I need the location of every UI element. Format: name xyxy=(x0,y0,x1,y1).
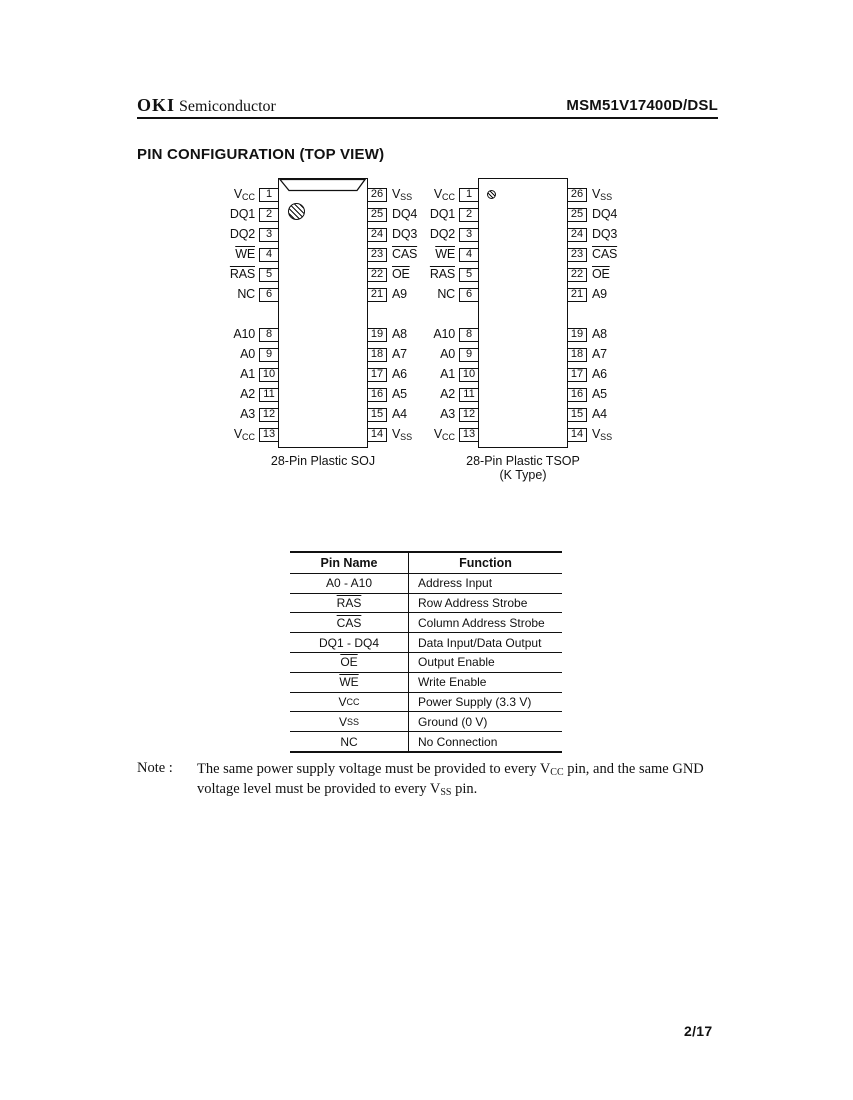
pin-number-box: 22 xyxy=(567,268,587,282)
pin-label: A10 xyxy=(233,327,255,341)
pin-name-cell: V CC xyxy=(290,693,409,712)
pin-label: A3 xyxy=(440,407,455,421)
pin-name-cell: NC xyxy=(290,732,409,751)
pin-number-box: 13 xyxy=(259,428,279,442)
pin-label: DQ1 xyxy=(229,207,255,221)
pin1-indicator-icon xyxy=(487,190,496,199)
pin-number-box: 10 xyxy=(259,368,279,382)
package-caption: 28-Pin Plastic SOJ xyxy=(270,454,376,468)
pin-name-cell: V SS xyxy=(290,712,409,731)
table-row xyxy=(290,593,562,613)
pin-name-cell: $\overline{WE}$ xyxy=(290,673,409,692)
pin-number-box: 4 xyxy=(259,248,279,262)
pin-number-box: 13 xyxy=(459,428,479,442)
pin-label: A5 xyxy=(392,387,407,401)
pin-label: $V_{CC}$ xyxy=(433,427,455,442)
pin-label: $V_{SS}$ xyxy=(392,427,413,442)
pin-number-box: 19 xyxy=(367,328,387,342)
pin-number-box: 5 xyxy=(259,268,279,282)
pin-label: $\overline{CAS}$ xyxy=(592,247,618,261)
pin-name-cell: $\overline{CAS}$ xyxy=(290,613,409,632)
pin-number-box: 1 xyxy=(259,188,279,202)
pin-label: A6 xyxy=(392,367,407,381)
pin-label: A1 xyxy=(240,367,255,381)
pin-number-box: 12 xyxy=(459,408,479,422)
pin-number-box: 6 xyxy=(459,288,479,302)
pin-label: $\overline{OE}$ xyxy=(592,267,610,281)
function-cell: Power Supply (3.3 V) xyxy=(418,694,532,709)
function-cell: Row Address Strobe xyxy=(418,595,528,610)
table-row xyxy=(290,711,562,731)
pin-number-box: 11 xyxy=(459,388,479,402)
pin-label: NC xyxy=(237,287,255,301)
note-text: The same power supply voltage must be provided to every $V_{CC}$ pin, and the same GND voltage level must be provided to every $V_{SS}$ pin. xyxy=(197,761,704,798)
pin-number-box: 14 xyxy=(567,428,587,442)
pin-label: A4 xyxy=(592,407,607,421)
pin-number-box: 9 xyxy=(459,348,479,362)
pin-label: $V_{SS}$ xyxy=(592,427,613,442)
pin-label: $V_{CC}$ xyxy=(433,187,455,202)
function-cell: No Connection xyxy=(418,734,498,749)
function-cell: Address Input xyxy=(418,576,493,591)
pin-number-box: 15 xyxy=(367,408,387,422)
pin-number-box: 14 xyxy=(367,428,387,442)
pin-label: A0 xyxy=(240,347,255,361)
pin-number-box: 12 xyxy=(259,408,279,422)
pin-label: A8 xyxy=(592,327,607,341)
pin-label: $V_{CC}$ xyxy=(233,427,255,442)
pin-number-box: 3 xyxy=(459,228,479,242)
function-cell: Ground (0 V) xyxy=(418,714,488,729)
pin-label: A2 xyxy=(440,387,455,401)
pin-label: A3 xyxy=(240,407,255,421)
part-number: MSM51V17400D/DSL xyxy=(566,97,718,114)
pin-label: DQ4 xyxy=(592,207,618,221)
function-header: Function xyxy=(459,555,512,570)
pin-label: A4 xyxy=(392,407,407,421)
pin-number-box: 18 xyxy=(367,348,387,362)
pin-number-box: 22 xyxy=(367,268,387,282)
pin-label: $\overline{RAS}$ xyxy=(229,267,255,281)
table-row xyxy=(290,573,562,593)
pin-number-box: 24 xyxy=(367,228,387,242)
pin-number-box: 2 xyxy=(259,208,279,222)
pin-label: A10 xyxy=(433,327,455,341)
pin-number-box: 16 xyxy=(567,388,587,402)
package-tsop-body xyxy=(478,178,568,448)
pin-label: A7 xyxy=(592,347,607,361)
pin-label: A9 xyxy=(592,287,607,301)
pin-number-box: 11 xyxy=(259,388,279,402)
function-cell: Data Input/Data Output xyxy=(418,635,542,650)
pin-function-table xyxy=(290,551,562,753)
soj-notch xyxy=(279,178,367,194)
table-row xyxy=(290,612,562,632)
pin-number-box: 8 xyxy=(459,328,479,342)
pin-label: $V_{CC}$ xyxy=(233,187,255,202)
pin-number-box: 9 xyxy=(259,348,279,362)
pin-number-box: 21 xyxy=(367,288,387,302)
pin-number-box: 2 xyxy=(459,208,479,222)
table-row xyxy=(290,692,562,712)
table-row xyxy=(290,632,562,652)
pin-number-box: 26 xyxy=(367,188,387,202)
pin-number-box: 1 xyxy=(459,188,479,202)
pin-label: A8 xyxy=(392,327,407,341)
pin-number-box: 21 xyxy=(567,288,587,302)
pin-number-box: 16 xyxy=(367,388,387,402)
pin-label: A9 xyxy=(392,287,407,301)
pin-label: $V_{SS}$ xyxy=(592,187,613,202)
pin-number-box: 4 xyxy=(459,248,479,262)
pin-label: $V_{SS}$ xyxy=(392,187,413,202)
pin-label: $\overline{CAS}$ xyxy=(392,247,418,261)
pin-label: A1 xyxy=(440,367,455,381)
function-cell: Write Enable xyxy=(418,675,487,690)
pin-number-box: 17 xyxy=(367,368,387,382)
pin-name-cell: DQ1 - DQ4 xyxy=(290,633,409,652)
pin-label: $\overline{WE}$ xyxy=(435,247,455,261)
pin-number-box: 17 xyxy=(567,368,587,382)
pin-number-box: 15 xyxy=(567,408,587,422)
pin-number-box: 23 xyxy=(367,248,387,262)
pin1-indicator-icon xyxy=(288,203,305,220)
pin-label: $\overline{RAS}$ xyxy=(429,267,455,281)
pin-label: $\overline{OE}$ xyxy=(392,267,410,281)
pin-label: A2 xyxy=(240,387,255,401)
pin-label: A0 xyxy=(440,347,455,361)
pin-number-box: 25 xyxy=(367,208,387,222)
pin-label: DQ4 xyxy=(392,207,418,221)
pin-number-box: 26 xyxy=(567,188,587,202)
pin-number-box: 10 xyxy=(459,368,479,382)
table-header-row xyxy=(290,553,562,573)
table-row xyxy=(290,672,562,692)
function-cell: Output Enable xyxy=(418,655,495,670)
table-row xyxy=(290,652,562,672)
pin-label: DQ2 xyxy=(429,227,455,241)
package-caption-type: (K Type) xyxy=(499,468,547,482)
pin-name-cell: $\overline{OE}$ xyxy=(290,653,409,672)
pin-label: DQ3 xyxy=(392,227,418,241)
function-cell: Column Address Strobe xyxy=(418,615,545,630)
pin-number-box: 8 xyxy=(259,328,279,342)
pin-name-cell: A0 - A10 xyxy=(290,574,409,593)
pin-label: $\overline{WE}$ xyxy=(235,247,255,261)
pin-label: DQ1 xyxy=(429,207,455,221)
pin-name-header: Pin Name xyxy=(290,553,409,573)
pin-label: A5 xyxy=(592,387,607,401)
pin-label: A6 xyxy=(592,367,607,381)
pin-label: DQ2 xyxy=(229,227,255,241)
oki-logo: OKI xyxy=(137,95,176,115)
pin-number-box: 18 xyxy=(567,348,587,362)
header-rule xyxy=(137,117,718,119)
table-row xyxy=(290,731,562,751)
pin-number-box: 23 xyxy=(567,248,587,262)
pin-label: A7 xyxy=(392,347,407,361)
page-number: 2/17 xyxy=(684,1023,713,1039)
pin-number-box: 25 xyxy=(567,208,587,222)
pin-label: DQ3 xyxy=(592,227,618,241)
pin-number-box: 24 xyxy=(567,228,587,242)
pin-number-box: 19 xyxy=(567,328,587,342)
brand xyxy=(137,95,276,116)
note-label: Note : xyxy=(137,760,173,776)
pin-number-box: 3 xyxy=(259,228,279,242)
package-caption: 28-Pin Plastic TSOP xyxy=(466,454,580,468)
pin-name-cell: $\overline{RAS}$ xyxy=(290,594,409,613)
section-title: PIN CONFIGURATION (TOP VIEW) xyxy=(137,146,385,163)
pin-label: NC xyxy=(437,287,455,301)
pin-number-box: 6 xyxy=(259,288,279,302)
brand-suffix: Semiconductor xyxy=(175,98,276,115)
pin-number-box: 5 xyxy=(459,268,479,282)
